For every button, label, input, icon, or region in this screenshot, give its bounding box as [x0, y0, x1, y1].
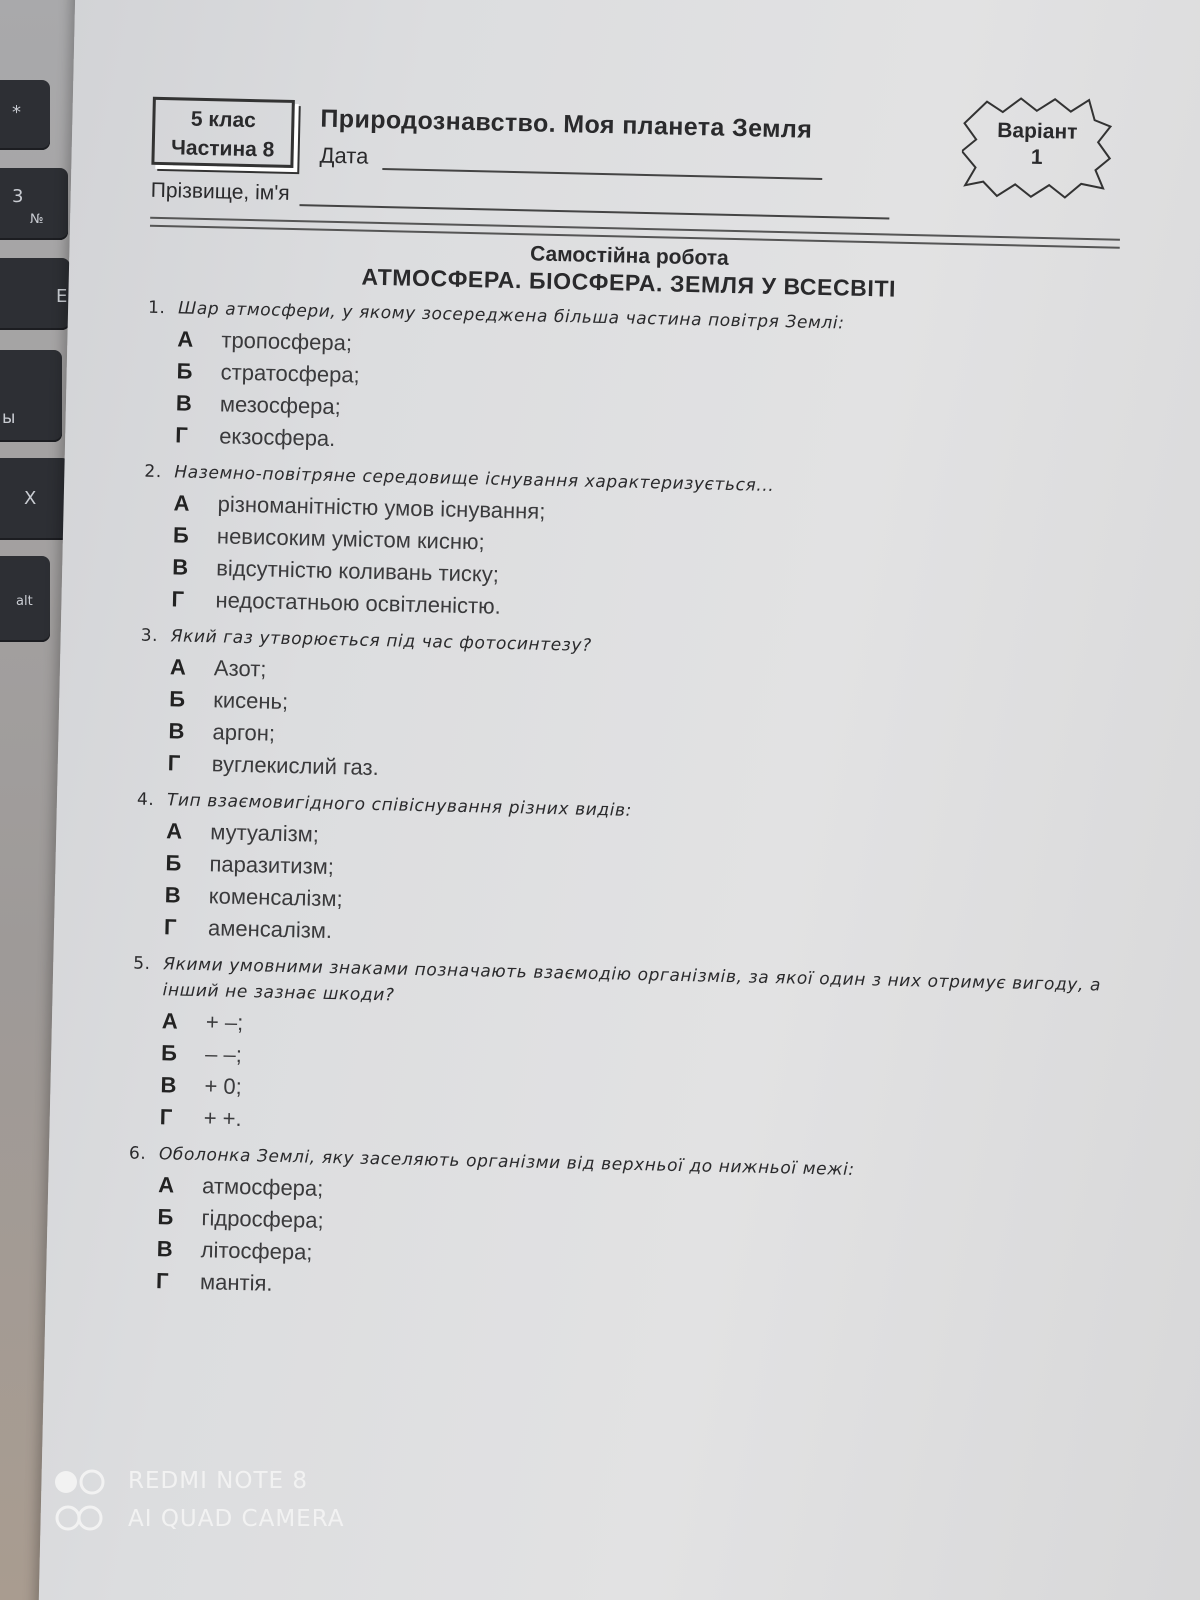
- variant-label: Варіант: [997, 118, 1078, 144]
- watermark-model: REDMI NOTE 8: [128, 1468, 308, 1494]
- option-letter: Б: [157, 1204, 174, 1230]
- option-text: + +.: [203, 1105, 242, 1132]
- option-text: аргон;: [212, 719, 276, 746]
- option-letter: А: [165, 818, 183, 844]
- option-letter: Г: [159, 1104, 173, 1130]
- date-row: [319, 143, 822, 180]
- question-item: [145, 295, 1128, 473]
- answer-options: [171, 487, 1124, 637]
- answer-options: [167, 651, 1120, 801]
- question-item: [141, 459, 1124, 637]
- question-number: 2.: [144, 461, 163, 483]
- question-item: [137, 623, 1120, 801]
- option-letter: В: [164, 882, 181, 908]
- question-prompt: Наземно-повітряне середовище існування характеризується...: [174, 462, 775, 496]
- option-text: недостатньою освітленістю.: [215, 587, 502, 619]
- part-label: Частина 8: [170, 136, 275, 162]
- worksheet: [128, 97, 1133, 1296]
- option-letter: А: [157, 1172, 175, 1198]
- option-text: літосфера;: [200, 1237, 313, 1265]
- question-number: 5.: [133, 953, 151, 974]
- question-item: [134, 787, 1117, 965]
- option-letter: Г: [167, 750, 181, 776]
- answer-options: [159, 1005, 1112, 1155]
- option-letter: Б: [176, 358, 193, 384]
- keyboard-key-label: Х: [24, 488, 37, 509]
- camera-lens-icon: [52, 1468, 108, 1540]
- grade-box: [151, 97, 295, 168]
- option-letter: Г: [155, 1268, 169, 1294]
- name-row: [151, 179, 890, 220]
- question-prompt: Оболонка Землі, яку заселяють організми від верхньої до нижньої межі:: [158, 1144, 855, 1180]
- question-number: 6.: [128, 1143, 147, 1164]
- option-letter: В: [168, 718, 185, 744]
- option-text: гідросфера;: [201, 1205, 324, 1233]
- option-text: аменсалізм.: [207, 915, 333, 944]
- option-letter: В: [160, 1072, 177, 1098]
- question-prompt: Який газ утворюється під час фотосинтезу?: [170, 626, 592, 656]
- keyboard-key: [0, 258, 70, 330]
- answer-options: [156, 1169, 1109, 1319]
- option-letter: А: [169, 654, 187, 680]
- keyboard-key: [0, 556, 50, 642]
- option-text: відсутністю коливань тиску;: [215, 555, 500, 587]
- variant-badge: [961, 93, 1113, 200]
- grade-label: 5 клас: [190, 107, 257, 133]
- keyboard-key-label: 3: [12, 186, 24, 207]
- keyboard-key-label: №: [30, 212, 44, 227]
- answer-options: [164, 815, 1117, 965]
- answer-options: [175, 323, 1128, 473]
- option-text: стратосфера;: [220, 359, 360, 388]
- option-letter: В: [156, 1236, 173, 1262]
- option-letter: Б: [168, 686, 186, 712]
- option-text: тропосфера;: [221, 327, 353, 356]
- option-letter: А: [177, 326, 194, 352]
- date-label: Дата: [319, 142, 369, 169]
- question-number: 1.: [147, 297, 166, 319]
- option-text: Азот;: [213, 655, 267, 682]
- keyboard-key-label: *: [12, 102, 21, 123]
- question-prompt: Якими умовними знаками позначають взаємодію організмів, за якої один з них отримує вигоду, а інший не зазнає шкоди?: [162, 954, 1102, 1006]
- name-label: Прізвище, ім'я: [150, 178, 290, 205]
- name-field[interactable]: [299, 182, 889, 219]
- question-number: 4.: [136, 789, 155, 810]
- option-text: – –;: [204, 1041, 243, 1068]
- option-letter: А: [161, 1008, 179, 1034]
- keyboard-key: [0, 350, 62, 442]
- variant-number: 1: [1030, 145, 1043, 169]
- option-letter: А: [173, 490, 190, 516]
- question-prompt: Тип взаємовигідного співіснування різних видів:: [166, 790, 633, 821]
- keyboard-key-label: Е: [56, 286, 68, 307]
- work-subtitle: АТМОСФЕРА. БІОСФЕРА. ЗЕМЛЯ У ВСЕСВІТІ: [361, 263, 897, 302]
- option-text: екзосфера.: [218, 423, 336, 452]
- option-text: вуглекислий газ.: [211, 751, 380, 781]
- option-letter: Г: [171, 586, 185, 612]
- option-text: коменсалізм;: [208, 883, 343, 912]
- keyboard-key: [0, 168, 68, 240]
- option-text: + 0;: [204, 1073, 243, 1100]
- date-field[interactable]: [382, 146, 822, 180]
- question-item: [129, 951, 1113, 1155]
- option-text: паразитизм;: [209, 851, 335, 880]
- option-text: атмосфера;: [201, 1173, 324, 1201]
- option-text: різноманітністю умов існування;: [217, 491, 546, 524]
- work-title: Самостійна робота: [529, 242, 730, 270]
- question-list: [126, 295, 1129, 1327]
- option-letter: Г: [174, 422, 189, 448]
- question-item: [126, 1141, 1109, 1319]
- variant-text: [961, 117, 1112, 172]
- option-letter: Г: [163, 914, 177, 940]
- option-text: невисоким умістом кисню;: [216, 523, 485, 555]
- keyboard-key: [0, 458, 70, 540]
- question-number: 3.: [140, 625, 159, 647]
- option-text: мезосфера;: [219, 391, 342, 420]
- worksheet-paper: [37, 0, 1200, 1600]
- subject-title: Природознавство. Моя планета Земля: [320, 104, 813, 144]
- option-letter: В: [171, 554, 189, 580]
- option-letter: Б: [172, 522, 190, 548]
- keyboard-key-label: ы: [2, 408, 16, 428]
- question-prompt: Шар атмосфери, у якому зосереджена більша частина повітря Землі:: [177, 298, 845, 334]
- option-text: + –;: [205, 1009, 244, 1036]
- option-letter: В: [175, 390, 193, 416]
- option-letter: Б: [160, 1040, 178, 1066]
- watermark-camera: AI QUAD CAMERA: [128, 1506, 345, 1532]
- option-text: мутуалізм;: [209, 819, 320, 847]
- keyboard-key: [0, 80, 50, 150]
- option-text: мантія.: [199, 1269, 273, 1296]
- option-letter: Б: [165, 850, 182, 876]
- keyboard-key-label: alt: [16, 594, 33, 609]
- option-text: кисень;: [212, 687, 289, 714]
